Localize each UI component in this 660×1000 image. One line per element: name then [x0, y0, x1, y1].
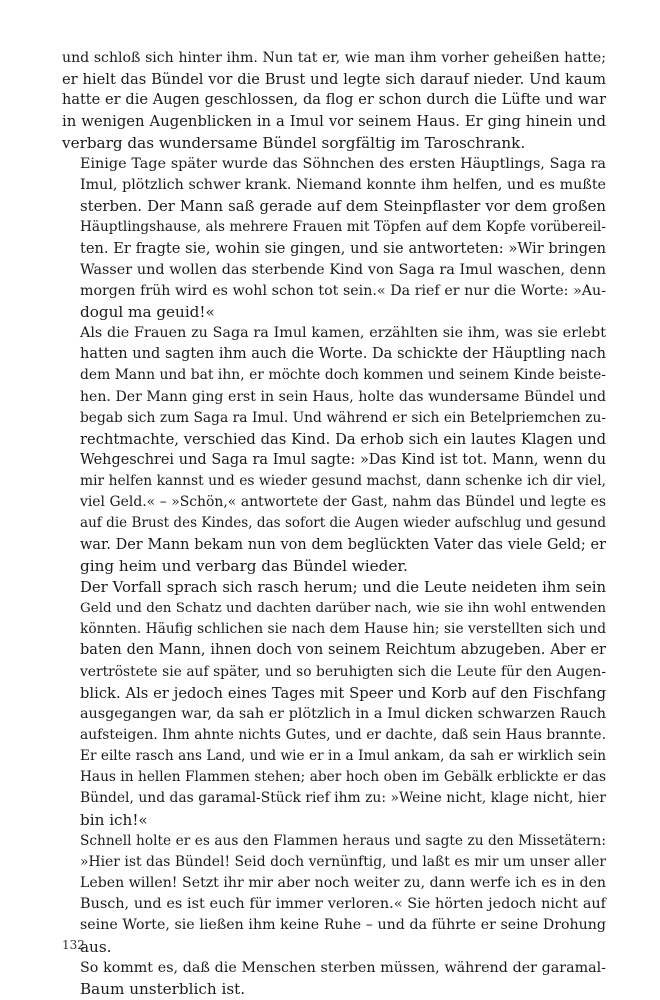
text-line: hen. Der Mann ging erst in sein Haus, holte das wundersame Bündel und — [80, 388, 606, 405]
page-number: 132 — [62, 938, 85, 952]
text-line: Busch, und es ist euch für immer verloren.« Sie hörten jedoch nicht auf — [80, 896, 606, 913]
text-line: Schnell holte er es aus den Flammen heraus und sagte zu den Missetätern: — [80, 832, 606, 849]
text-line: er hielt das Bündel vor die Brust und legte sich darauf nieder. Und kaum — [62, 71, 606, 89]
text-line: Baum unsterblich ist. — [80, 979, 246, 998]
paragraph-5 — [62, 831, 606, 958]
text-line: dem Mann und bat ihn, er möchte doch kommen und seinem Kinde beiste- — [80, 367, 606, 384]
text-line: Der Vorfall sprach sich rasch herum; und die Leute neideten ihm sein — [80, 578, 606, 596]
text-line: Häuptlingshause, als mehrere Frauen mit Töpfen auf dem Kopfe vorübereil- — [80, 219, 606, 236]
text-line: war. Der Mann bekam nun von dem beglückten Vater das viele Geld; er — [80, 536, 606, 553]
text-line: Imul, plötzlich schwer krank. Niemand konnte ihm helfen, und es mußte — [80, 176, 606, 193]
text-line: begab sich zum Saga ra Imul. Und während er sich ein Betelpriemchen zu- — [80, 409, 606, 426]
paragraph-2 — [62, 154, 606, 323]
text-line: bin ich!« — [80, 810, 148, 829]
text-line: vertröstete sie auf später, und so beruhigten sich die Leute für den Augen- — [80, 663, 606, 680]
text-line: Bündel, und das garamal-Stück rief ihm zu: »Weine nicht, klage nicht, hier — [80, 790, 606, 807]
text-line: könnten. Häufig schlichen sie nach dem Hause hin; sie verstellten sich und — [80, 621, 606, 638]
text-line: blick. Als er jedoch eines Tages mit Speer und Korb auf den Fischfang — [80, 684, 606, 702]
text-line: und schloß sich hinter ihm. Nun tat er, wie man ihm vorher geheißen hatte; — [62, 50, 606, 66]
paragraph-6 — [62, 958, 606, 1000]
text-line: hatten und sagten ihm auch die Worte. Da schickte der Häuptling nach — [80, 346, 606, 363]
text-line: morgen früh wird es wohl schon tot sein.« Da rief er nur die Worte: »Au- — [80, 282, 606, 299]
text-line: Als die Frauen zu Saga ra Imul kamen, erzählten sie ihm, was sie erlebt — [80, 325, 606, 342]
text-line: verbarg das wundersame Bündel sorgfältig im Taroschrank. — [62, 133, 526, 152]
text-line: rechtmachte, verschied das Kind. Da erhob sich ein lautes Klagen und — [80, 430, 606, 448]
paragraph-1 — [62, 48, 606, 154]
text-line: sterben. Der Mann saß gerade auf dem Steinpflaster vor dem großen — [80, 197, 606, 216]
text-line: viel Geld.« – »Schön,« antwortete der Gast, nahm das Bündel und legte es — [80, 494, 606, 511]
text-line: Haus in hellen Flammen stehen; aber hoch oben im Gebälk erblickte er das — [80, 769, 606, 786]
text-line: So kommt es, daß die Menschen sterben müssen, während der garamal- — [80, 959, 606, 976]
text-line: ten. Er fragte sie, wohin sie gingen, und sie antworteten: »Wir bringen — [80, 240, 606, 258]
text-line: baten den Mann, ihnen doch von seinem Reichtum abzugeben. Aber er — [80, 642, 606, 659]
text-line: in wenigen Augenblicken in a Imul vor seinem Haus. Er ging hinein und — [62, 113, 606, 131]
text-line: Wasser und wollen das sterbende Kind von Saga ra Imul waschen, denn — [80, 261, 606, 278]
text-line: auf die Brust des Kindes, das sofort die Augen wieder aufschlug und gesund — [80, 515, 606, 532]
text-line: seine Worte, sie ließen ihm keine Ruhe – und da führte er seine Drohung — [80, 917, 606, 934]
text-line: Wehgeschrei und Saga ra Imul sagte: »Das Kind ist tot. Mann, wenn du — [80, 451, 606, 468]
text-line: Er eilte rasch ans Land, und wie er in a Imul ankam, da sah er wirklich sein — [80, 748, 606, 765]
text-line: ging heim und verbarg das Bündel wieder. — [80, 556, 408, 575]
page-text-block — [62, 48, 606, 1000]
text-line: Einige Tage später wurde das Söhnchen des ersten Häuptlings, Saga ra — [80, 155, 606, 172]
text-line: Geld und den Schatz und dachten darüber nach, wie sie ihn wohl entwenden — [80, 601, 606, 617]
text-line: Leben willen! Setzt ihr mir aber noch weiter zu, dann werfe ich es in den — [80, 875, 606, 892]
text-line: dogul ma geuid!« — [80, 302, 215, 321]
text-line: »Hier ist das Bündel! Seid doch vernünftig, und laßt es mir um unser aller — [80, 853, 606, 870]
paragraph-3 — [62, 323, 606, 577]
text-line: hatte er die Augen geschlossen, da flog er schon durch die Lüfte und war — [62, 92, 606, 109]
text-line: mir helfen kannst und es wieder gesund machst, dann schenke ich dir viel, — [80, 473, 606, 490]
text-line: ausgegangen war, da sah er plötzlich in a Imul dicken schwarzen Rauch — [80, 705, 606, 722]
paragraph-4 — [62, 577, 606, 831]
text-line: aus. — [80, 937, 112, 956]
text-line: aufsteigen. Ihm ahnte nichts Gutes, und er dachte, daß sein Haus brannte. — [80, 727, 606, 743]
